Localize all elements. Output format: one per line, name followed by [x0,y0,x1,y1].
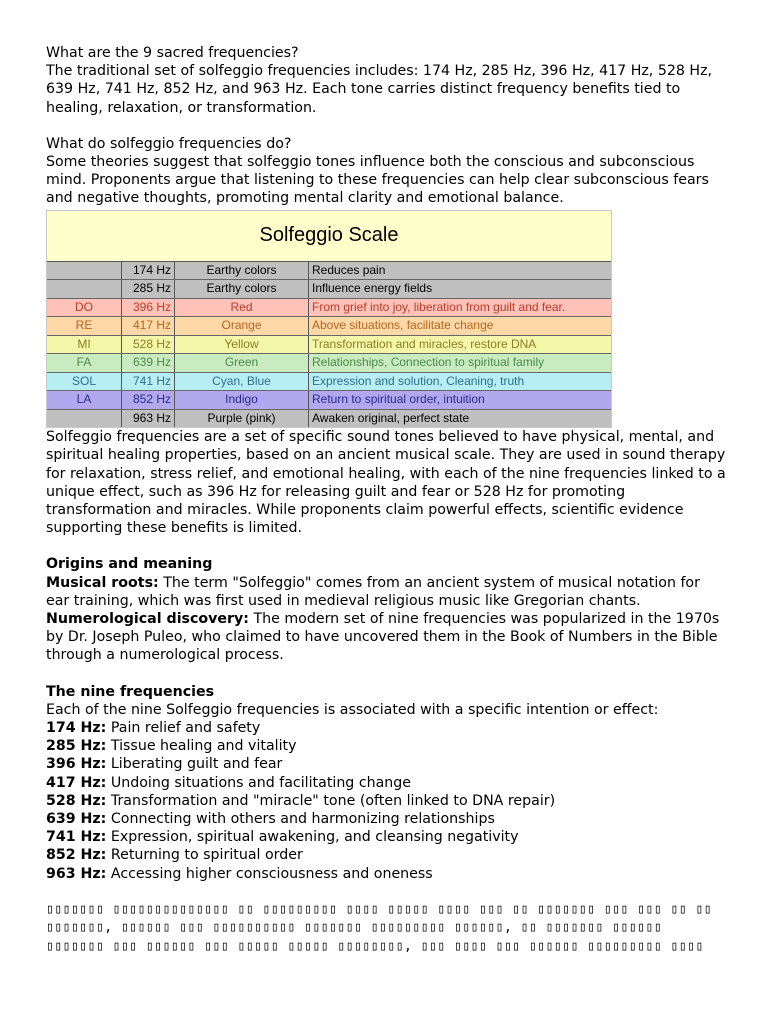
list-item [46,865,726,883]
solfeggio-scale-table [46,210,612,429]
frequency-text: Transformation and "miracle" tone (often linked to DNA repair) [106,792,556,809]
list-item [46,846,726,864]
hz-cell: 285 Hz [122,280,175,298]
musical-roots-paragraph [46,574,726,610]
frequency-label: 639 Hz: [46,810,107,827]
effect-cell: Awaken original, perfect state [312,410,470,425]
frequency-label: 741 Hz: [46,829,107,846]
hz-cell: 963 Hz [122,410,175,428]
note-cell: RE [47,317,122,335]
color-cell: Green [175,354,309,372]
hz-cell: 741 Hz [122,373,175,391]
list-item [46,737,726,755]
nine-frequencies-intro: Each of the nine Solfeggio frequencies is associated with a specific intention or effect: [46,701,659,718]
color-cell: Orange [175,317,309,335]
list-item [46,774,726,792]
note-cell [47,262,122,280]
frequency-text: Tissue healing and vitality [106,738,297,755]
frequency-text: Undoing situations and facilitating change [106,774,412,791]
effect-cell: From grief into joy, liberation from guilt and fear. [312,299,566,314]
frequency-label: 285 Hz: [46,738,107,755]
frequency-label: 528 Hz: [46,792,107,809]
table-row [47,262,611,281]
frequency-text: Connecting with others and harmonizing relationships [106,810,495,827]
note-cell: LA [47,391,122,409]
list-item [46,810,726,828]
hz-cell: 396 Hz [122,299,175,317]
effect-cell: Expression and solution, Cleaning, truth [312,373,525,388]
frequency-text: Returning to spiritual order [106,847,303,864]
note-cell: MI [47,336,122,354]
note-cell: DO [47,299,122,317]
hz-cell: 417 Hz [122,317,175,335]
list-item [46,755,726,773]
note-cell: SOL [47,373,122,391]
table-row [47,299,611,318]
frequency-label: 963 Hz: [46,865,107,882]
origins-heading: Origins and meaning [46,556,213,573]
note-cell: FA [47,354,122,372]
answer-sacred-frequencies: The traditional set of solfeggio frequencies includes: 174 Hz, 285 Hz, 396 Hz, 417 Hz, 528 Hz, 639 Hz, 741 Hz, 852 Hz, and 963 Hz. Each tone carries distinct frequency benefits tied to healing, relaxation, or transformation. [46,63,713,116]
color-cell: Cyan, Blue [175,373,309,391]
frequency-label: 417 Hz: [46,774,107,791]
hz-cell: 174 Hz [122,262,175,280]
hz-cell: 528 Hz [122,336,175,354]
summary-paragraph: Solfeggio frequencies are a set of specific sound tones believed to have physical, mental, and spiritual healing properties, based on an ancient musical scale. They are used in sound therapy for relaxation, stress relief, and emotional healing, with each of the nine frequencies linked to a unique effect, such as 396 Hz for releasing guilt and fear or 528 Hz for promoting transformation and miracles. While proponents claim powerful effects, scientific evidence supporting these benefits is limited. [46,429,726,537]
table-row [47,354,611,373]
effect-cell: Above situations, facilitate change [312,318,494,333]
effect-cell: Influence energy fields [312,281,433,296]
table-row [47,280,611,299]
effect-cell: Return to spiritual order, intuition [312,392,485,407]
table-row [47,391,611,410]
note-cell [47,410,122,428]
musical-roots-text: The term "Solfeggio" comes from an ancient system of musical notation for ear training, which was first used in medieval religious music like Gregorian chants. [46,574,700,609]
list-item [46,792,726,810]
nine-frequencies-heading: The nine frequencies [46,683,215,700]
color-cell: Yellow [175,336,309,354]
scale-title: Solfeggio Scale [47,211,611,262]
frequency-label: 174 Hz: [46,719,107,736]
list-item [46,719,726,737]
hz-cell: 852 Hz [122,391,175,409]
color-cell: Indigo [175,391,309,409]
frequency-label: 396 Hz: [46,756,107,773]
frequency-label: 852 Hz: [46,847,107,864]
color-cell: Earthy colors [175,262,309,280]
musical-roots-label: Musical roots: [46,574,159,591]
frequency-text: Pain relief and safety [106,719,261,736]
list-item [46,828,726,846]
unrendered-text-line: ▯▯▯▯▯▯▯ ▯▯▯▯▯▯▯▯▯▯▯▯▯▯ ▯▯ ▯▯▯▯▯▯▯▯▯ ▯▯▯▯ ▯▯▯▯▯ ▯▯▯▯ ▯▯▯ ▯▯ ▯▯▯▯▯▯▯ ▯▯▯ ▯▯▯ ▯▯ ▯▯ [46,901,713,917]
frequency-text: Liberating guilt and fear [106,756,283,773]
answer-what-do: Some theories suggest that solfeggio tones influence both the conscious and subconscious mind. Proponents argue that listening to these frequencies can help clear subconscious fears and negative thoughts, promoting mental clarity and emotional balance. [46,154,709,207]
table-row [47,336,611,355]
effect-cell: Reduces pain [312,262,386,277]
question-sacred-frequencies: What are the 9 sacred frequencies? [46,45,299,61]
numerological-paragraph [46,610,726,665]
color-cell: Red [175,299,309,317]
effect-cell: Relationships, Connection to spiritual family [312,355,545,370]
question-what-do: What do solfeggio frequencies do? [46,135,292,152]
numerological-label: Numerological discovery: [46,610,249,627]
unrendered-text-line: ▯▯▯▯▯▯▯, ▯▯▯▯▯▯ ▯▯▯ ▯▯▯▯▯▯▯▯▯▯ ▯▯▯▯▯▯▯ ▯▯▯▯▯▯▯▯▯ ▯▯▯▯▯▯, ▯▯ ▯▯▯▯▯▯▯ ▯▯▯▯▯▯ [46,920,663,936]
color-cell: Purple (pink) [175,410,309,428]
hz-cell: 639 Hz [122,354,175,372]
frequency-text: Accessing higher consciousness and oneness [106,865,433,882]
numerological-text: The modern set of nine frequencies was popularized in the 1970s by Dr. Joseph Puleo, who claimed to have uncovered them in the Book of Numbers in the Bible through a numerological process. [46,610,720,664]
effect-cell: Transformation and miracles, restore DNA [312,336,537,351]
frequency-text: Expression, spiritual awakening, and cleansing negativity [106,829,519,846]
table-row [47,410,611,428]
note-cell [47,280,122,298]
color-cell: Earthy colors [175,280,309,298]
table-row [47,373,611,392]
unrendered-text-line: ▯▯▯▯▯▯▯ ▯▯▯ ▯▯▯▯▯▯ ▯▯▯ ▯▯▯▯▯ ▯▯▯▯▯ ▯▯▯▯▯▯▯▯, ▯▯▯ ▯▯▯▯ ▯▯▯ ▯▯▯▯▯▯ ▯▯▯▯▯▯▯▯▯ ▯▯▯▯ [46,938,704,954]
table-row [47,317,611,336]
